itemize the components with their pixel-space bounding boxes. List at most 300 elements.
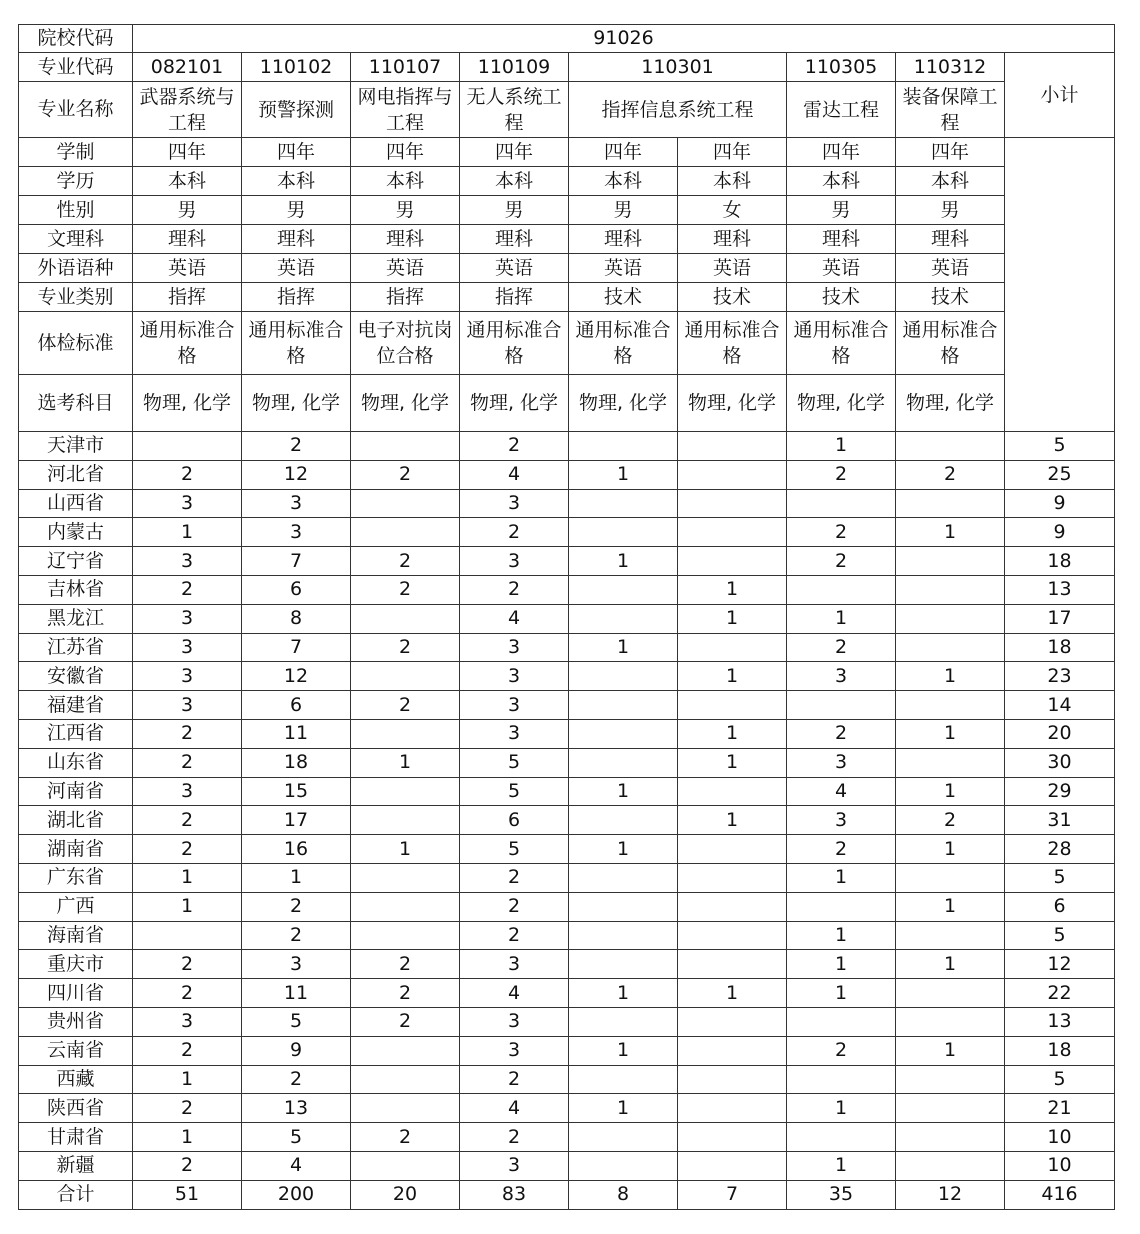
table-row [19, 691, 1115, 720]
province-name: 江西省 [19, 719, 133, 748]
attribute-value: 指挥 [351, 283, 460, 312]
quota-cell: 11 [242, 719, 351, 748]
quota-cell: 2 [460, 518, 569, 547]
quota-cell [569, 1151, 678, 1180]
quota-cell: 5 [242, 1123, 351, 1152]
attribute-value: 男 [133, 196, 242, 225]
quota-cell: 2 [460, 892, 569, 921]
table-row [19, 1036, 1115, 1065]
quota-cell: 2 [133, 979, 242, 1008]
quota-cell [351, 719, 460, 748]
quota-cell: 2 [351, 950, 460, 979]
quota-cell: 3 [460, 489, 569, 518]
total-cell: 200 [242, 1180, 351, 1209]
quota-cell: 3 [133, 633, 242, 662]
attribute-value: 英语 [351, 254, 460, 283]
attribute-value: 技术 [678, 283, 787, 312]
quota-cell: 1 [678, 604, 787, 633]
school-code-value: 91026 [133, 25, 1115, 53]
quota-cell: 2 [787, 719, 896, 748]
quota-cell [351, 662, 460, 691]
attribute-value: 四年 [569, 138, 678, 167]
total-cell: 20 [351, 1180, 460, 1209]
attribute-value: 物理, 化学 [569, 375, 678, 432]
province-name: 广西 [19, 892, 133, 921]
attribute-value: 物理, 化学 [787, 375, 896, 432]
attribute-value: 男 [569, 196, 678, 225]
quota-cell [351, 518, 460, 547]
major-code: 110102 [242, 53, 351, 82]
quota-cell: 4 [460, 979, 569, 1008]
quota-cell: 2 [787, 835, 896, 864]
quota-cell [351, 1094, 460, 1123]
province-name: 甘肃省 [19, 1123, 133, 1152]
quota-cell: 1 [569, 633, 678, 662]
attribute-value: 理科 [460, 225, 569, 254]
quota-cell: 3 [787, 748, 896, 777]
quota-cell: 1 [896, 777, 1005, 806]
quota-cell [896, 575, 1005, 604]
quota-cell: 2 [133, 950, 242, 979]
quota-cell [787, 575, 896, 604]
quota-cell: 2 [896, 806, 1005, 835]
attribute-value: 男 [351, 196, 460, 225]
quota-cell: 3 [242, 950, 351, 979]
province-name: 云南省 [19, 1036, 133, 1065]
quota-cell: 2 [351, 1123, 460, 1152]
quota-cell: 1 [569, 979, 678, 1008]
quota-cell [678, 489, 787, 518]
quota-cell [569, 748, 678, 777]
quota-cell: 3 [133, 691, 242, 720]
quota-cell [896, 547, 1005, 576]
quota-cell: 1 [896, 1036, 1005, 1065]
total-cell: 51 [133, 1180, 242, 1209]
quota-cell: 4 [787, 777, 896, 806]
table-row [19, 1065, 1115, 1094]
quota-cell: 1 [896, 892, 1005, 921]
province-name: 四川省 [19, 979, 133, 1008]
table-row [19, 432, 1115, 461]
total-cell: 83 [460, 1180, 569, 1209]
row-subtotal: 20 [1005, 719, 1115, 748]
quota-cell [569, 892, 678, 921]
quota-cell: 1 [569, 777, 678, 806]
quota-cell: 2 [133, 575, 242, 604]
attribute-value: 英语 [569, 254, 678, 283]
quota-cell: 1 [569, 835, 678, 864]
attribute-value: 通用标准合格 [460, 312, 569, 375]
quota-cell: 2 [460, 575, 569, 604]
quota-cell [896, 863, 1005, 892]
quota-cell: 2 [351, 460, 460, 489]
table-row [19, 1123, 1115, 1152]
quota-cell [351, 1151, 460, 1180]
quota-cell: 2 [242, 921, 351, 950]
attribute-value: 理科 [242, 225, 351, 254]
quota-cell [351, 892, 460, 921]
attribute-label: 学制 [19, 138, 133, 167]
attribute-value: 四年 [678, 138, 787, 167]
attribute-value: 男 [242, 196, 351, 225]
quota-cell [569, 432, 678, 461]
quota-cell: 7 [242, 633, 351, 662]
quota-cell: 3 [133, 489, 242, 518]
attribute-value: 物理, 化学 [242, 375, 351, 432]
attribute-value: 男 [896, 196, 1005, 225]
quota-cell [569, 1007, 678, 1036]
quota-cell [569, 1065, 678, 1094]
attribute-value: 男 [460, 196, 569, 225]
quota-cell [351, 777, 460, 806]
quota-cell: 1 [569, 547, 678, 576]
row-subtotal: 23 [1005, 662, 1115, 691]
quota-cell: 2 [351, 979, 460, 1008]
quota-cell [896, 1007, 1005, 1036]
attribute-value: 英语 [460, 254, 569, 283]
quota-cell: 2 [460, 921, 569, 950]
attribute-value: 指挥 [460, 283, 569, 312]
quota-cell [896, 1094, 1005, 1123]
attribute-value: 电子对抗岗位合格 [351, 312, 460, 375]
province-name: 吉林省 [19, 575, 133, 604]
quota-cell [569, 662, 678, 691]
quota-cell: 2 [787, 1036, 896, 1065]
quota-cell: 3 [460, 691, 569, 720]
row-subtotal: 18 [1005, 633, 1115, 662]
major-code-label: 专业代码 [19, 53, 133, 82]
quota-cell [678, 518, 787, 547]
attribute-value: 理科 [133, 225, 242, 254]
quota-cell: 1 [678, 979, 787, 1008]
quota-cell [787, 691, 896, 720]
quota-cell: 1 [351, 748, 460, 777]
quota-cell: 3 [133, 777, 242, 806]
quota-cell [896, 432, 1005, 461]
quota-cell: 3 [133, 604, 242, 633]
quota-cell [678, 691, 787, 720]
quota-cell: 1 [787, 863, 896, 892]
attribute-value: 本科 [460, 167, 569, 196]
quota-cell: 1 [133, 518, 242, 547]
province-name: 内蒙古 [19, 518, 133, 547]
table-row [19, 662, 1115, 691]
province-name: 山西省 [19, 489, 133, 518]
row-subtotal: 22 [1005, 979, 1115, 1008]
quota-cell: 12 [242, 662, 351, 691]
table-row [19, 604, 1115, 633]
attribute-value: 男 [787, 196, 896, 225]
attribute-label: 体检标准 [19, 312, 133, 375]
quota-cell: 4 [460, 604, 569, 633]
table-row [19, 575, 1115, 604]
quota-cell: 4 [242, 1151, 351, 1180]
total-row [19, 1180, 1115, 1209]
attribute-value: 四年 [460, 138, 569, 167]
table-row [19, 1007, 1115, 1036]
attribute-value: 本科 [787, 167, 896, 196]
attribute-value: 本科 [133, 167, 242, 196]
quota-cell [569, 921, 678, 950]
quota-cell [351, 1036, 460, 1065]
quota-cell: 1 [133, 1123, 242, 1152]
province-name: 安徽省 [19, 662, 133, 691]
quota-cell: 13 [242, 1094, 351, 1123]
major-code: 082101 [133, 53, 242, 82]
attribute-value: 四年 [133, 138, 242, 167]
subtotal-blank [1005, 138, 1115, 432]
attribute-value: 物理, 化学 [133, 375, 242, 432]
enrollment-plan-table [18, 24, 1115, 1210]
attribute-value: 本科 [351, 167, 460, 196]
quota-cell [896, 633, 1005, 662]
quota-cell [678, 777, 787, 806]
quota-cell: 6 [242, 575, 351, 604]
quota-cell: 1 [787, 1151, 896, 1180]
quota-cell [896, 691, 1005, 720]
attribute-label: 性别 [19, 196, 133, 225]
quota-cell: 6 [460, 806, 569, 835]
quota-cell [569, 575, 678, 604]
province-name: 重庆市 [19, 950, 133, 979]
quota-cell: 1 [896, 518, 1005, 547]
province-name: 湖南省 [19, 835, 133, 864]
attribute-value: 通用标准合格 [133, 312, 242, 375]
row-subtotal: 5 [1005, 921, 1115, 950]
attribute-value: 本科 [896, 167, 1005, 196]
quota-cell: 3 [133, 547, 242, 576]
quota-cell: 4 [460, 1094, 569, 1123]
attribute-value: 四年 [242, 138, 351, 167]
quota-cell [569, 863, 678, 892]
row-subtotal: 18 [1005, 547, 1115, 576]
subtotal-header: 小计 [1005, 53, 1115, 138]
quota-cell: 6 [242, 691, 351, 720]
table-row [19, 460, 1115, 489]
province-name: 辽宁省 [19, 547, 133, 576]
table-row [19, 777, 1115, 806]
attribute-value: 英语 [678, 254, 787, 283]
quota-cell: 2 [133, 719, 242, 748]
table-row [19, 547, 1115, 576]
table-row [19, 979, 1115, 1008]
quota-cell: 2 [133, 460, 242, 489]
total-cell: 8 [569, 1180, 678, 1209]
quota-cell: 2 [133, 1094, 242, 1123]
quota-cell: 2 [242, 892, 351, 921]
row-subtotal: 6 [1005, 892, 1115, 921]
quota-cell [569, 719, 678, 748]
quota-cell: 1 [678, 719, 787, 748]
attribute-value: 物理, 化学 [351, 375, 460, 432]
quota-cell: 1 [896, 950, 1005, 979]
major-code: 110312 [896, 53, 1005, 82]
quota-cell [678, 921, 787, 950]
row-subtotal: 13 [1005, 1007, 1115, 1036]
quota-cell: 2 [787, 460, 896, 489]
major-name: 指挥信息系统工程 [569, 82, 787, 138]
quota-cell [678, 547, 787, 576]
table-row [19, 863, 1115, 892]
quota-cell: 3 [242, 518, 351, 547]
attribute-value: 通用标准合格 [242, 312, 351, 375]
quota-cell [896, 748, 1005, 777]
quota-cell [133, 921, 242, 950]
attribute-value: 通用标准合格 [678, 312, 787, 375]
province-name: 黑龙江 [19, 604, 133, 633]
total-label: 合计 [19, 1180, 133, 1209]
attribute-value: 英语 [242, 254, 351, 283]
province-name: 河南省 [19, 777, 133, 806]
quota-cell: 2 [896, 460, 1005, 489]
quota-cell [787, 489, 896, 518]
quota-cell [678, 432, 787, 461]
major-name: 雷达工程 [787, 82, 896, 138]
total-cell: 416 [1005, 1180, 1115, 1209]
row-subtotal: 21 [1005, 1094, 1115, 1123]
quota-cell [678, 1151, 787, 1180]
attribute-value: 英语 [133, 254, 242, 283]
major-name-label: 专业名称 [19, 82, 133, 138]
quota-cell: 2 [242, 1065, 351, 1094]
quota-cell [569, 604, 678, 633]
row-subtotal: 9 [1005, 489, 1115, 518]
quota-cell [569, 489, 678, 518]
major-code: 110301 [569, 53, 787, 82]
row-subtotal: 31 [1005, 806, 1115, 835]
row-subtotal: 18 [1005, 1036, 1115, 1065]
quota-cell: 2 [460, 432, 569, 461]
quota-cell [351, 921, 460, 950]
major-name: 武器系统与工程 [133, 82, 242, 138]
table-row [19, 633, 1115, 662]
quota-cell: 1 [351, 835, 460, 864]
quota-cell: 1 [896, 835, 1005, 864]
attribute-label: 选考科目 [19, 375, 133, 432]
province-name: 海南省 [19, 921, 133, 950]
table-row [19, 950, 1115, 979]
quota-cell: 7 [242, 547, 351, 576]
quota-cell: 3 [133, 1007, 242, 1036]
quota-cell [678, 1036, 787, 1065]
quota-cell [351, 806, 460, 835]
table-row [19, 1094, 1115, 1123]
attribute-value: 技术 [569, 283, 678, 312]
table-row [19, 489, 1115, 518]
quota-cell [787, 1007, 896, 1036]
province-name: 广东省 [19, 863, 133, 892]
province-name: 陕西省 [19, 1094, 133, 1123]
table-row [19, 719, 1115, 748]
quota-cell: 3 [460, 662, 569, 691]
quota-cell [896, 1151, 1005, 1180]
row-subtotal: 5 [1005, 1065, 1115, 1094]
province-name: 河北省 [19, 460, 133, 489]
quota-cell [678, 863, 787, 892]
attribute-value: 理科 [569, 225, 678, 254]
attribute-value: 理科 [351, 225, 460, 254]
major-code: 110305 [787, 53, 896, 82]
quota-cell [569, 1123, 678, 1152]
row-subtotal: 30 [1005, 748, 1115, 777]
quota-cell: 11 [242, 979, 351, 1008]
quota-cell: 2 [787, 547, 896, 576]
major-name: 预警探测 [242, 82, 351, 138]
province-name: 山东省 [19, 748, 133, 777]
quota-cell: 8 [242, 604, 351, 633]
quota-cell: 2 [133, 835, 242, 864]
attribute-label: 文理科 [19, 225, 133, 254]
quota-cell: 3 [460, 633, 569, 662]
quota-cell: 3 [787, 806, 896, 835]
quota-cell [678, 1094, 787, 1123]
attribute-label: 外语语种 [19, 254, 133, 283]
major-name: 无人系统工程 [460, 82, 569, 138]
row-subtotal: 5 [1005, 863, 1115, 892]
quota-cell [896, 604, 1005, 633]
quota-cell: 2 [787, 633, 896, 662]
quota-cell [351, 863, 460, 892]
quota-cell: 2 [351, 691, 460, 720]
attribute-value: 物理, 化学 [460, 375, 569, 432]
quota-cell: 2 [460, 863, 569, 892]
quota-cell: 1 [678, 662, 787, 691]
quota-cell [569, 691, 678, 720]
province-name: 贵州省 [19, 1007, 133, 1036]
quota-cell: 2 [787, 518, 896, 547]
quota-cell [678, 1007, 787, 1036]
attribute-value: 指挥 [242, 283, 351, 312]
province-name: 新疆 [19, 1151, 133, 1180]
quota-cell [678, 892, 787, 921]
quota-cell: 5 [460, 777, 569, 806]
attribute-label: 学历 [19, 167, 133, 196]
attribute-value: 本科 [242, 167, 351, 196]
quota-cell [678, 1065, 787, 1094]
quota-cell: 5 [460, 748, 569, 777]
quota-cell [896, 489, 1005, 518]
quota-cell: 1 [787, 979, 896, 1008]
attribute-value: 英语 [787, 254, 896, 283]
quota-cell [569, 806, 678, 835]
quota-cell: 1 [569, 460, 678, 489]
quota-cell [351, 1065, 460, 1094]
quota-cell: 2 [351, 633, 460, 662]
attribute-value: 理科 [896, 225, 1005, 254]
row-subtotal: 5 [1005, 432, 1115, 461]
quota-cell: 1 [133, 892, 242, 921]
attribute-value: 指挥 [133, 283, 242, 312]
quota-cell: 1 [896, 719, 1005, 748]
province-name: 福建省 [19, 691, 133, 720]
quota-cell [351, 489, 460, 518]
province-name: 西藏 [19, 1065, 133, 1094]
attribute-value: 技术 [787, 283, 896, 312]
quota-cell: 1 [787, 921, 896, 950]
quota-cell: 3 [460, 950, 569, 979]
quota-cell: 1 [133, 863, 242, 892]
attribute-value: 四年 [351, 138, 460, 167]
quota-cell: 2 [133, 748, 242, 777]
quota-cell: 12 [242, 460, 351, 489]
attribute-value: 理科 [678, 225, 787, 254]
school-code-label: 院校代码 [19, 25, 133, 53]
quota-cell: 1 [787, 950, 896, 979]
quota-cell: 1 [569, 1036, 678, 1065]
quota-cell: 9 [242, 1036, 351, 1065]
table-row [19, 835, 1115, 864]
quota-cell [678, 950, 787, 979]
